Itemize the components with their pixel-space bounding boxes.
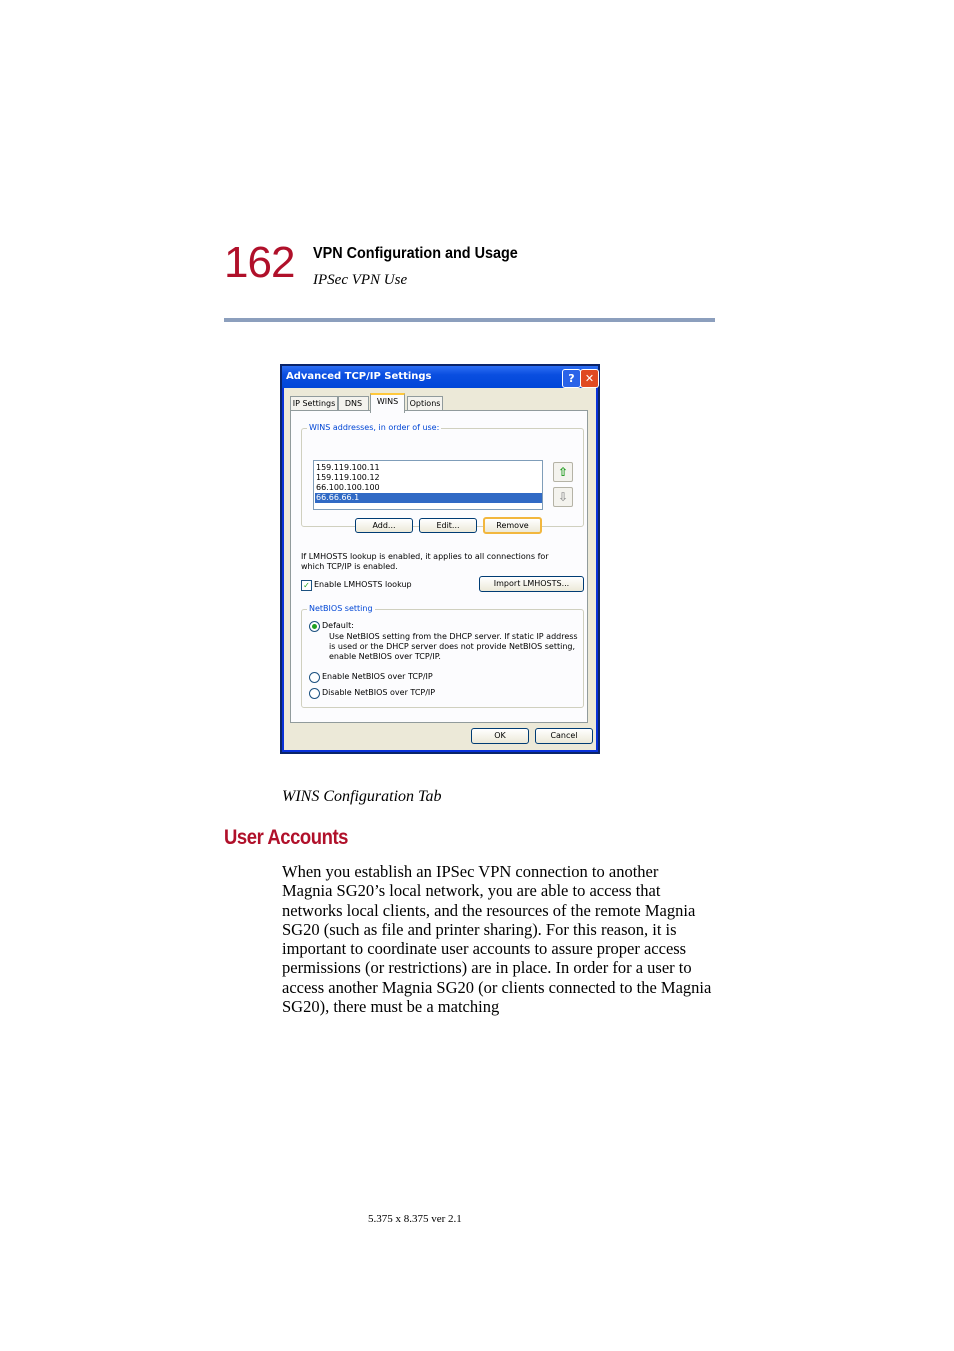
- dialog-client-area: [284, 388, 596, 750]
- tab-options[interactable]: Options: [407, 396, 443, 411]
- section-heading: User Accounts: [224, 826, 349, 849]
- cancel-button[interactable]: Cancel: [535, 728, 593, 744]
- advanced-tcpip-dialog: [280, 364, 600, 754]
- wins-group-label: WINS addresses, in order of use:: [309, 423, 440, 432]
- list-item[interactable]: 159.119.100.11: [316, 463, 380, 472]
- list-item-selected[interactable]: 66.66.66.1: [315, 493, 542, 503]
- remove-button[interactable]: Remove: [483, 517, 542, 534]
- close-icon[interactable]: ✕: [580, 369, 599, 388]
- edit-button[interactable]: Edit...: [419, 518, 477, 533]
- netbios-enable-label: Enable NetBIOS over TCP/IP: [322, 672, 433, 681]
- netbios-disable-radio[interactable]: [309, 688, 320, 699]
- netbios-enable-radio[interactable]: [309, 672, 320, 683]
- dialog-title: Advanced TCP/IP Settings: [286, 371, 432, 382]
- wins-address-list[interactable]: [313, 460, 543, 510]
- ok-button[interactable]: OK: [471, 728, 529, 744]
- chapter-title: VPN Configuration and Usage: [313, 245, 518, 262]
- tab-dns[interactable]: DNS: [338, 396, 369, 411]
- netbios-disable-label: Disable NetBIOS over TCP/IP: [322, 688, 436, 697]
- import-lmhosts-button[interactable]: Import LMHOSTS...: [479, 576, 584, 592]
- netbios-group-label: NetBIOS setting: [309, 604, 373, 613]
- dialog-titlebar: [282, 366, 598, 388]
- tab-wins[interactable]: WINS: [370, 393, 405, 413]
- enable-lmhosts-label: Enable LMHOSTS lookup: [314, 580, 412, 589]
- lmhosts-note: If LMHOSTS lookup is enabled, it applies to all connections for which TCP/IP is enabled.: [301, 552, 549, 571]
- netbios-default-description: Use NetBIOS setting from the DHCP server. If static IP address is used or the DHCP server does not provide NetBIOS setting, enable NetBIOS over TCP/IP.: [329, 632, 578, 661]
- netbios-default-label: Default:: [322, 621, 354, 630]
- page-footer: 5.375 x 8.375 ver 2.1: [368, 1213, 462, 1225]
- figure-caption: WINS Configuration Tab: [282, 788, 442, 805]
- body-paragraph: When you establish an IPSec VPN connection to another Magnia SG20’s local network, you are able to access that networks local clients, and the resources of the remote Magnia SG20 (such as file and printer sharing). For this reason, it is important to coordinate user accounts to assure proper access permissions (or restrictions) are in place. In order for a user to access another Magnia SG20 (or clients connected to the Magnia SG20), there must be a matching: [282, 862, 712, 1017]
- netbios-default-radio[interactable]: [309, 621, 320, 632]
- list-item[interactable]: 66.100.100.100: [316, 483, 380, 492]
- section-title: IPSec VPN Use: [313, 272, 408, 288]
- list-item[interactable]: 159.119.100.12: [316, 473, 380, 482]
- page-number: 162: [224, 238, 295, 287]
- header-rule: [224, 318, 715, 322]
- wins-tab-panel: [290, 410, 588, 723]
- down-arrow-icon[interactable]: ⇩: [553, 487, 573, 507]
- tab-ip-settings[interactable]: IP Settings: [290, 396, 338, 411]
- help-icon[interactable]: ?: [562, 369, 581, 388]
- up-arrow-icon[interactable]: ⇧: [553, 462, 573, 482]
- add-button[interactable]: Add...: [355, 518, 413, 533]
- enable-lmhosts-checkbox[interactable]: ✓: [301, 580, 312, 591]
